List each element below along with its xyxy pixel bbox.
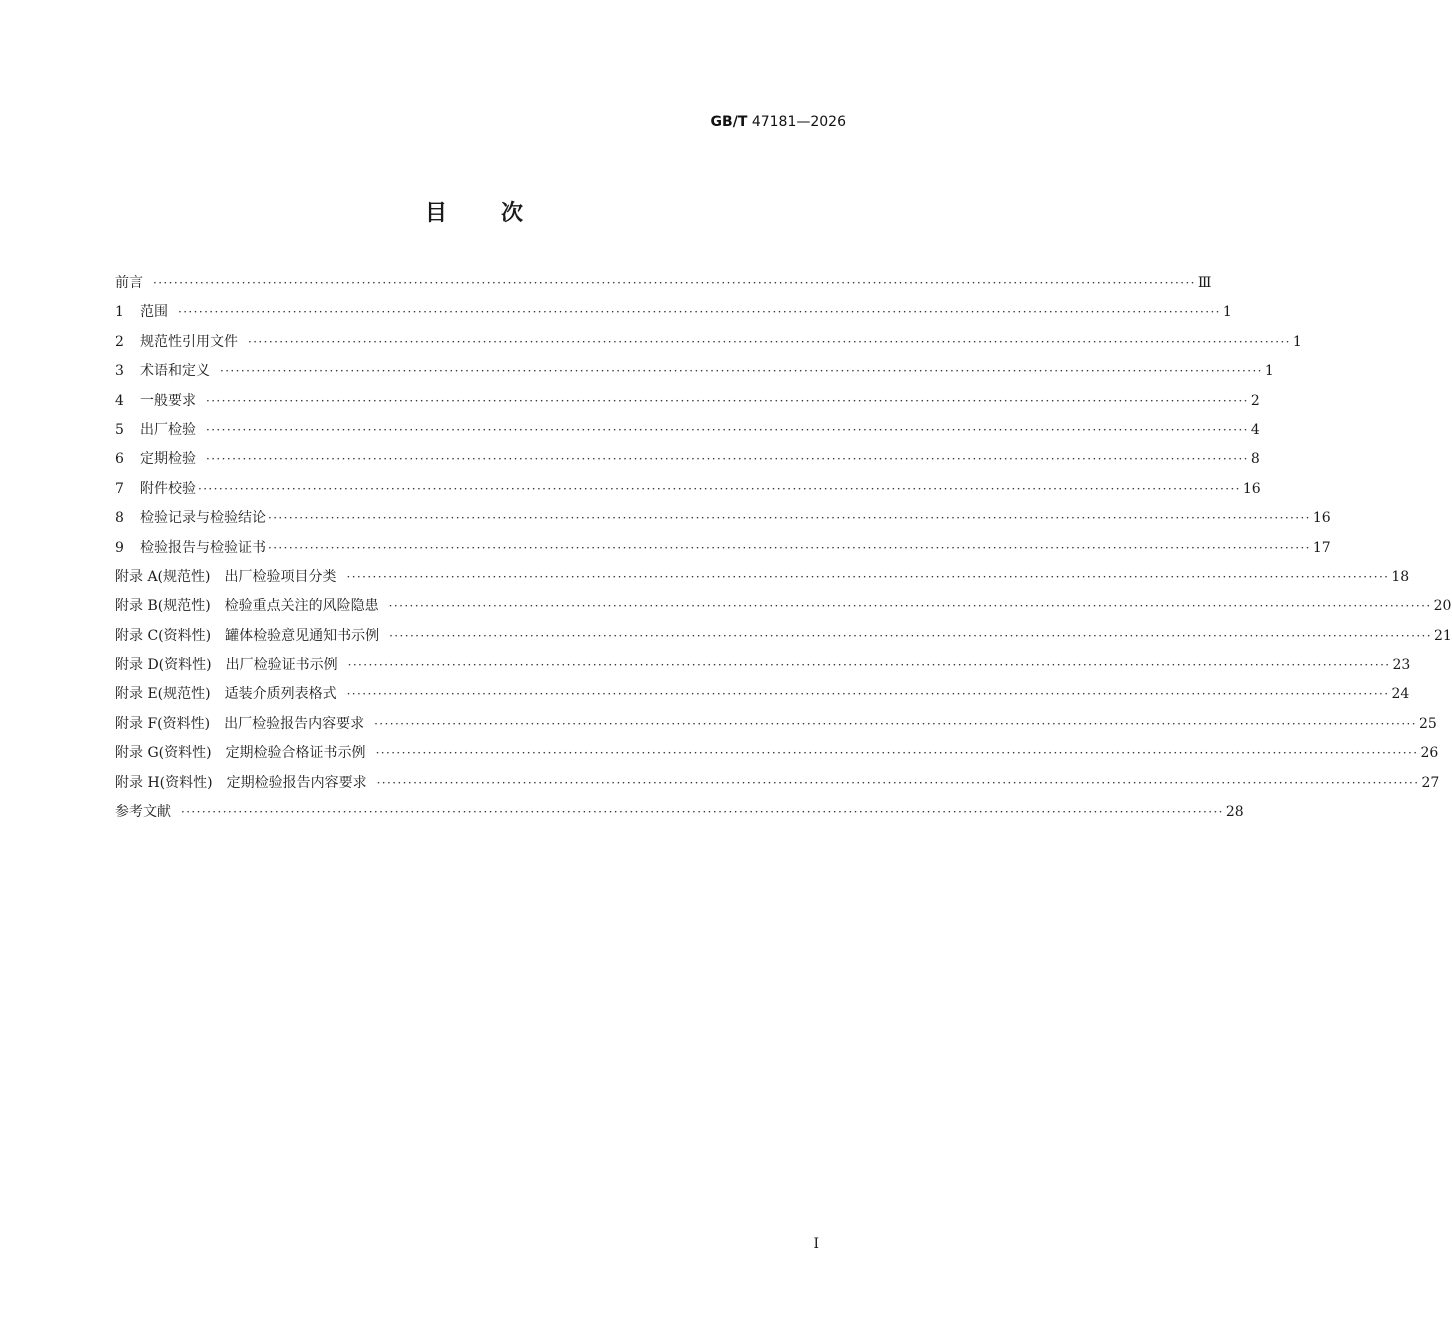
toc-entry-page: 28 — [1225, 804, 1244, 821]
toc-entry-label — [115, 272, 143, 292]
toc-entry-subtitle: 出厂检验项目分类 — [224, 568, 337, 585]
toc-leader-dots: ········································································································································································································ — [376, 775, 1420, 790]
toc-leader-dots: ········································································································································································································ — [248, 334, 1291, 349]
toc-entry-label — [115, 801, 171, 821]
toc-leader-dots: ········································································································································································································ — [374, 716, 1417, 731]
toc-entry-label — [115, 360, 210, 380]
toc-entry[interactable] — [115, 507, 1331, 536]
toc-entry-page: 25 — [1418, 715, 1437, 732]
toc-entry-page: 1 — [1264, 363, 1274, 380]
toc-entry-label — [115, 595, 379, 615]
toc-entry-page: 23 — [1392, 657, 1411, 674]
toc-entry-number: 3 — [115, 363, 124, 380]
page-title-left: 目 — [424, 201, 449, 226]
toc-entry-title: 检验记录与检验结论 — [140, 510, 266, 527]
toc-leader-dots: ········································································································································································································ — [346, 687, 1390, 702]
toc-entry-title: 附件校验 — [140, 480, 196, 497]
toc-entry-page: 18 — [1391, 568, 1410, 585]
toc-entry[interactable] — [115, 801, 1244, 830]
toc-entry-page: 26 — [1420, 745, 1439, 762]
toc-entry-label — [115, 654, 338, 674]
standard-code-prefix: GB/T — [710, 114, 748, 130]
toc-entry-label — [115, 683, 337, 703]
toc-entry-page: 20 — [1433, 598, 1452, 615]
toc-entry-title: 术语和定义 — [140, 363, 210, 380]
toc-entry-title: 附录 H(资料性) — [115, 774, 213, 791]
toc-entry-number: 4 — [115, 392, 124, 409]
toc-entry[interactable] — [115, 448, 1260, 477]
toc-entry-title: 附录 E(规范性) — [115, 686, 211, 703]
page-title-right: 次 — [501, 201, 526, 226]
toc-entry-number: 2 — [115, 333, 124, 350]
toc-entry[interactable] — [115, 331, 1302, 360]
toc-entry-title: 参考文献 — [115, 804, 171, 821]
toc-entry[interactable] — [115, 390, 1260, 419]
toc-entry-label — [115, 419, 196, 439]
toc-entry-title: 范围 — [140, 304, 168, 321]
page-title — [0, 196, 950, 227]
toc-entry-subtitle: 出厂检验报告内容要求 — [224, 715, 365, 732]
toc-entry[interactable] — [115, 419, 1260, 448]
toc-leader-dots: ········································································································································································································ — [181, 805, 1224, 820]
toc-entry-number: 5 — [115, 421, 124, 438]
toc-entry-number: 7 — [115, 480, 124, 497]
toc-entry-number: 9 — [115, 539, 124, 556]
toc-entry-number: 8 — [115, 510, 124, 527]
toc-leader-dots: ········································································································································································································ — [347, 658, 1391, 673]
toc-leader-dots: ········································································································································································································ — [389, 628, 1432, 643]
toc-entry-label — [115, 742, 366, 762]
toc-entry[interactable] — [115, 713, 1437, 742]
toc-entry-page: 16 — [1312, 510, 1331, 527]
toc-leader-dots: ········································································································································································································ — [206, 422, 1249, 437]
toc-entry-page: 21 — [1433, 627, 1452, 644]
toc-entry[interactable] — [115, 683, 1410, 712]
page-number: I — [813, 1236, 819, 1252]
toc-entry[interactable] — [115, 654, 1411, 683]
toc-leader-dots: ········································································································································································································ — [220, 364, 1263, 379]
toc-entry-subtitle: 出厂检验证书示例 — [225, 657, 338, 674]
toc-entry-title: 检验报告与检验证书 — [140, 539, 266, 556]
toc-entry[interactable] — [115, 566, 1410, 595]
toc-entry-label — [115, 390, 196, 410]
toc-entry-number: 1 — [115, 304, 124, 321]
standard-code-number: 47181—2026 — [751, 114, 846, 130]
toc-leader-dots: ········································································································································································································ — [268, 511, 1311, 526]
toc-entry-label — [115, 625, 379, 645]
toc-entry-title: 附录 A(规范性) — [115, 568, 211, 585]
toc-leader-dots: ········································································································································································································ — [206, 393, 1249, 408]
toc-entry-page: 24 — [1391, 686, 1410, 703]
toc-entry-page: 4 — [1250, 421, 1260, 438]
toc-entry-label — [115, 301, 168, 321]
toc-leader-dots: ········································································································································································································ — [346, 569, 1390, 584]
toc-entry-title: 附录 G(资料性) — [115, 745, 212, 762]
toc-entry-page: 16 — [1242, 480, 1261, 497]
standard-code — [711, 114, 846, 130]
toc-leader-dots: ········································································································································································································ — [268, 540, 1311, 555]
toc-entry[interactable] — [115, 478, 1261, 507]
toc-entry-subtitle: 定期检验合格证书示例 — [225, 745, 366, 762]
toc-leader-dots: ········································································································································································································ — [178, 305, 1221, 320]
toc-entry-page: 1 — [1292, 333, 1302, 350]
toc-entry[interactable] — [115, 301, 1232, 330]
toc-entry-title: 出厂检验 — [140, 421, 196, 438]
toc-entry-page: 1 — [1222, 304, 1232, 321]
toc-entry-title: 附录 C(资料性) — [115, 627, 212, 644]
toc-entry-page: 8 — [1250, 451, 1260, 468]
toc-entry-label — [115, 566, 336, 586]
toc-entry[interactable] — [115, 742, 1439, 771]
toc-entry-subtitle: 适装介质列表格式 — [224, 686, 337, 703]
toc-entry-number: 6 — [115, 451, 124, 468]
toc-entry-label — [115, 772, 367, 792]
table-of-contents — [115, 272, 1452, 830]
toc-entry-subtitle: 定期检验报告内容要求 — [226, 774, 367, 791]
toc-entry-title: 定期检验 — [140, 451, 196, 468]
toc-entry-page: 27 — [1421, 774, 1440, 791]
toc-leader-dots: ········································································································································································································ — [153, 276, 1196, 290]
toc-entry-label — [115, 478, 196, 498]
toc-entry-label — [115, 713, 364, 733]
toc-entry-title: 附录 F(资料性) — [115, 715, 211, 732]
toc-leader-dots: ········································································································································································································ — [388, 599, 1432, 614]
toc-entry-label — [115, 331, 238, 351]
toc-entry-label — [115, 448, 196, 468]
toc-entry-title: 附录 B(规范性) — [115, 598, 211, 615]
toc-entry-label — [115, 537, 266, 557]
toc-entry-page: 17 — [1312, 539, 1331, 556]
toc-entry-title: 规范性引用文件 — [140, 333, 238, 350]
toc-entry-label — [115, 507, 266, 527]
toc-leader-dots: ········································································································································································································ — [198, 481, 1241, 496]
toc-entry[interactable] — [115, 625, 1452, 654]
toc-entry-title: 前言 — [115, 275, 143, 291]
toc-entry-title: 一般要求 — [140, 392, 196, 409]
toc-leader-dots: ········································································································································································································ — [206, 452, 1249, 467]
toc-entry-page: 2 — [1250, 392, 1260, 409]
toc-entry[interactable] — [115, 272, 1212, 301]
toc-entry-subtitle: 罐体检验意见通知书示例 — [225, 627, 380, 644]
toc-entry-page: Ⅲ — [1197, 275, 1212, 291]
toc-entry[interactable] — [115, 772, 1440, 801]
toc-leader-dots: ········································································································································································································ — [375, 746, 1419, 761]
toc-entry[interactable] — [115, 537, 1331, 566]
toc-entry-title: 附录 D(资料性) — [115, 657, 212, 674]
toc-entry[interactable] — [115, 595, 1452, 624]
toc-entry-subtitle: 检验重点关注的风险隐患 — [224, 598, 379, 615]
toc-entry[interactable] — [115, 360, 1274, 389]
